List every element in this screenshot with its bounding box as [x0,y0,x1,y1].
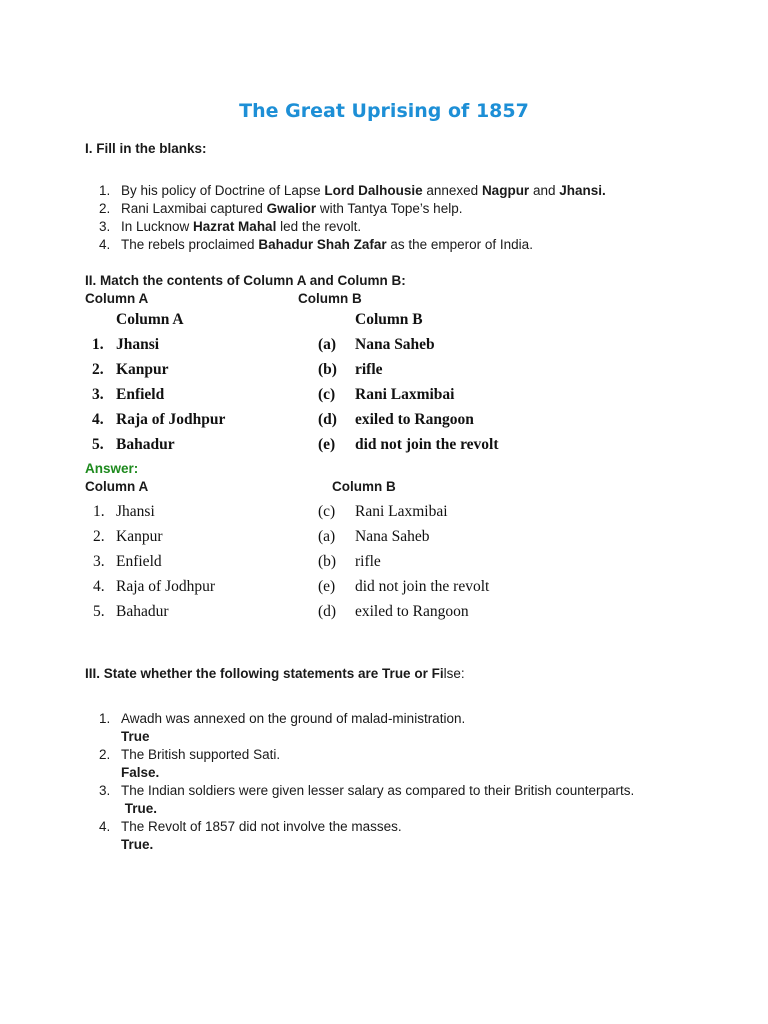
table-row-letter: (d) [318,603,337,620]
table-row-letter: (c) [318,386,336,403]
column-a-label: Column A [85,291,149,306]
table-row-number: 2. [93,528,105,545]
list-item [85,182,705,200]
section-match-heading: II. Match the contents of Column A and Column B: [85,273,406,288]
section-true-false-heading [85,666,465,681]
page-title: The Great Uprising of 1857 [239,100,529,122]
table-cell-column-b: exiled to Rangoon [355,603,469,620]
table-row-letter: (a) [318,528,336,545]
list-item-number: 4. [99,819,111,834]
list-item [85,218,705,236]
table-cell-column-a: Enfield [116,553,162,570]
statement-answer: False. [121,765,160,780]
list-item-text: Rani Laxmibai captured [121,201,267,216]
table-cell-column-b: rifle [355,361,383,378]
answer-column-a-label: Column A [85,479,149,494]
true-false-heading-bold: III. State whether the following statements are True or Fi [85,666,444,681]
list-item-number: 4. [99,237,111,252]
list-item-text: led the revolt. [276,219,362,234]
list-item-text: annexed [422,183,482,198]
column-b-label: Column B [298,291,362,306]
question-col-b-header: Column B [355,311,423,328]
table-row-letter: (b) [318,553,337,570]
statement-text: Awadh was annexed on the ground of malad-ministration. [121,711,466,726]
table-row-number: 5. [92,436,104,453]
table-cell-column-b: did not join the revolt [355,436,499,453]
list-item [85,200,705,218]
table-row-number: 5. [93,603,105,620]
table-row-letter: (c) [318,503,336,520]
list-item-number: 2. [99,201,111,216]
list-item-text: By his policy of Doctrine of Lapse [121,183,325,198]
list-item-text: The rebels proclaimed [121,237,259,252]
table-row-letter: (b) [318,361,337,378]
table-cell-column-a: Kanpur [116,361,169,378]
table-cell-column-b: Rani Laxmibai [355,503,448,520]
true-false-list [85,710,645,854]
table-cell-column-a: Kanpur [116,528,163,545]
answer-column-b-label: Column B [332,479,396,494]
statement-answer: True [121,729,150,744]
table-row-letter: (e) [318,578,336,595]
table-cell-column-a: Jhansi [116,336,160,353]
table-row-number: 4. [92,411,104,428]
list-item-number: 2. [99,747,111,762]
table-row-number: 2. [92,361,104,378]
table-cell-column-a: Jhansi [116,503,155,520]
table-cell-column-b: Nana Saheb [355,336,435,353]
statement-text: The Revolt of 1857 did not involve the masses. [121,819,402,834]
true-false-heading-light: lse: [443,666,465,681]
list-item [85,710,645,746]
table-cell-column-a: Bahadur [116,436,175,453]
statement-answer: True. [121,801,158,816]
table-row-number: 1. [92,336,104,353]
list-item [85,746,645,782]
list-item-text: with Tantya Tope’s help. [316,201,463,216]
answer-highlight: Gwalior [266,201,317,216]
table-cell-column-b: exiled to Rangoon [355,411,474,428]
table-row-number: 3. [92,386,104,403]
statement-text: The British supported Sati. [121,747,281,762]
table-row-letter: (d) [318,411,337,428]
answer-highlight: Nagpur [481,183,530,198]
table-row-letter: (e) [318,436,336,453]
table-row-number: 1. [93,503,105,520]
answer-highlight: Bahadur Shah Zafar [258,237,387,252]
table-cell-column-a: Raja of Jodhpur [116,411,226,428]
list-item-number: 3. [99,783,111,798]
list-item [85,236,705,254]
list-item-text: In Lucknow [121,219,194,234]
answer-highlight: Jhansi. [559,183,606,198]
table-cell-column-a: Raja of Jodhpur [116,578,216,595]
section-fill-blanks-heading: I. Fill in the blanks: [85,141,207,156]
table-row-number: 4. [93,578,105,595]
table-cell-column-b: did not join the revolt [355,578,490,595]
table-row-number: 3. [93,553,105,570]
list-item [85,782,645,818]
answer-highlight: Hazrat Mahal [193,219,277,234]
answer-highlight: Lord Dalhousie [324,183,423,198]
list-item-number: 3. [99,219,111,234]
table-cell-column-b: rifle [355,553,381,570]
table-cell-column-a: Enfield [116,386,165,403]
table-row-letter: (a) [318,336,337,353]
list-item-number: 1. [99,711,111,726]
statement-text: The Indian soldiers were given lesser salary as compared to their British counterparts. [121,783,635,798]
answer-label: Answer: [85,461,139,476]
fill-blanks-list [85,182,705,254]
question-col-a-header: Column A [116,311,184,328]
table-cell-column-a: Bahadur [116,603,169,620]
list-item-text: as the emperor of India. [386,237,533,252]
statement-answer: True. [121,837,154,852]
table-cell-column-b: Nana Saheb [355,528,430,545]
table-cell-column-b: Rani Laxmibai [355,386,455,403]
list-item-text: and [529,183,560,198]
list-item [85,818,645,854]
list-item-number: 1. [99,183,111,198]
